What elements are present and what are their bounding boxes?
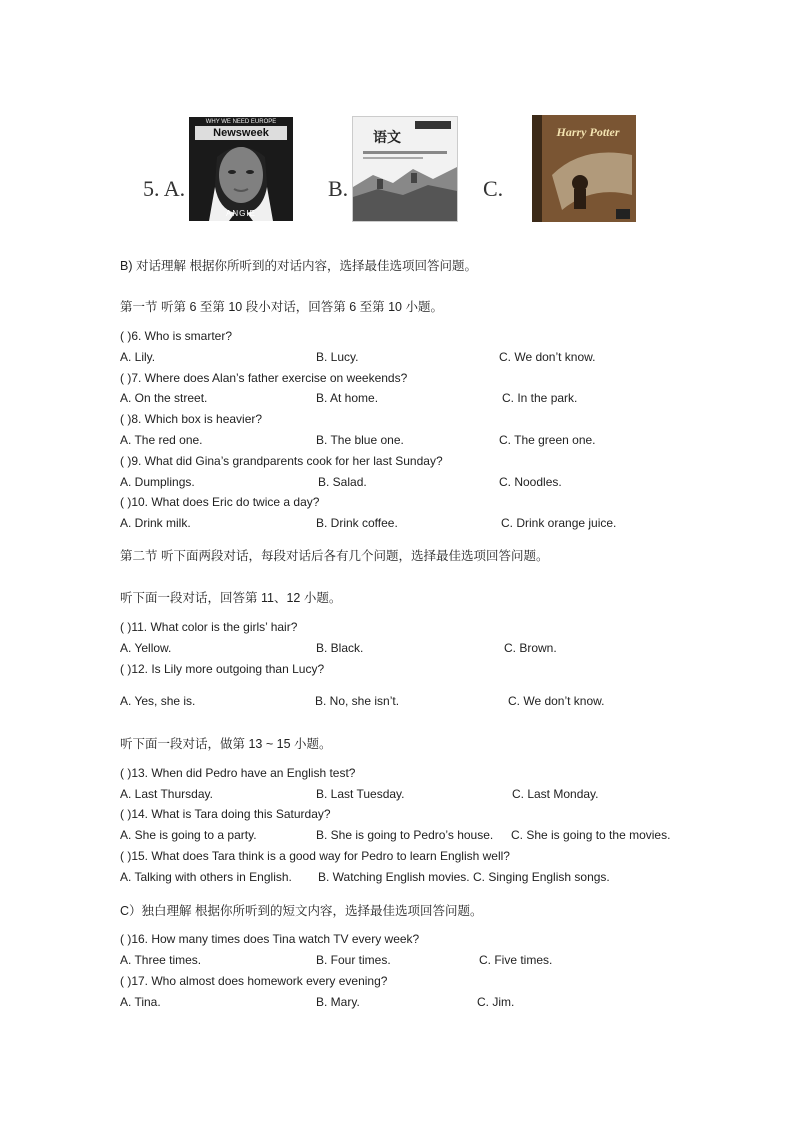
question-12-option-c[interactable]: C. We don’t know. [508,694,605,708]
question-8-option-c[interactable]: C. The green one. [499,433,596,447]
book-title: Harry Potter [556,125,620,139]
question-14-stem: ( )14. What is Tara doing this Saturday? [120,807,331,821]
question-8-option-b[interactable]: B. The blue one. [316,433,404,447]
chinese-textbook-cover-image [352,116,458,222]
textbook-title: 语文 [373,130,401,146]
question-8-stem: ( )8. Which box is heavier? [120,412,263,426]
question-9-option-a[interactable]: A. Dumplings. [120,475,195,489]
question-14-option-b[interactable]: B. She is going to Pedro’s house. [316,828,494,842]
question-11-option-b[interactable]: B. Black. [316,641,364,655]
great-wall-illustration [353,117,457,221]
newsweek-cover-image [189,117,293,221]
question-6-stem: ( )6. Who is smarter? [120,329,233,343]
question-17-option-b[interactable]: B. Mary. [316,995,360,1009]
question-17-option-c[interactable]: C. Jim. [477,995,515,1009]
question-13-stem: ( )13. When did Pedro have an English test? [120,766,356,780]
question-13-option-a[interactable]: A. Last Thursday. [120,787,213,801]
option-a-label: 5. A. [143,176,186,201]
question-14-option-a[interactable]: A. She is going to a party. [120,828,257,842]
section-b-heading: B) 对话理解 根据你所听到的对话内容，选择最佳选项回答问题。 [120,259,477,273]
question-9-option-c[interactable]: C. Noodles. [499,475,562,489]
question-10-option-a[interactable]: A. Drink milk. [120,516,191,530]
magazine-header-text: WHY WE NEED EUROPE [205,119,277,125]
magazine-name: ANGIE [226,209,256,218]
question-7-stem: ( )7. Where does Alan’s father exercise on weekends? [120,371,408,385]
magazine-title: Newsweek [195,126,287,140]
question-14-option-c[interactable]: C. She is going to the movies. [511,828,671,842]
option-b-label: B. [328,176,349,201]
question-11-stem: ( )11. What color is the girls’ hair? [120,620,298,634]
question-6-option-c[interactable]: C. We don’t know. [499,350,596,364]
question-12-option-b[interactable]: B. No, she isn’t. [315,694,400,708]
question-6-option-b[interactable]: B. Lucy. [316,350,359,364]
question-16-stem: ( )16. How many times does Tina watch TV every week? [120,932,420,946]
option-c-label: C. [483,176,504,201]
question-15-stem: ( )15. What does Tara think is a good way for Pedro to learn English well? [120,849,510,863]
question-10-option-b[interactable]: B. Drink coffee. [316,516,398,530]
question-10-stem: ( )10. What does Eric do twice a day? [120,495,320,509]
question-9-option-b[interactable]: B. Salad. [318,475,367,489]
part1-instruction: 第一节 听第 6 至第 10 段小对话，回答第 6 至第 10 小题。 [120,300,443,314]
question-15-option-c[interactable]: C. Singing English songs. [473,870,610,884]
question-11-option-c[interactable]: C. Brown. [504,641,557,655]
dialog2-instruction: 听下面一段对话，做第 13 ~ 15 小题。 [120,737,332,751]
question-17-option-a[interactable]: A. Tina. [120,995,161,1009]
question-16-option-c[interactable]: C. Five times. [479,953,553,967]
question-15-option-a[interactable]: A. Talking with others in English. [120,870,292,884]
question-13-option-b[interactable]: B. Last Tuesday. [316,787,405,801]
question-6-option-a[interactable]: A. Lily. [120,350,156,364]
question-7-option-c[interactable]: C. In the park. [502,391,578,405]
question-7-option-b[interactable]: B. At home. [316,391,379,405]
harry-potter-book-image [532,115,636,222]
question-16-option-b[interactable]: B. Four times. [316,953,391,967]
section-c-heading: C）独白理解 根据你所听到的短文内容，选择最佳选项回答问题。 [120,904,483,918]
question-16-option-a[interactable]: A. Three times. [120,953,202,967]
question-13-option-c[interactable]: C. Last Monday. [512,787,599,801]
question-10-option-c[interactable]: C. Drink orange juice. [501,516,617,530]
dialog1-instruction: 听下面一段对话，回答第 11、12 小题。 [120,591,342,605]
question-11-option-a[interactable]: A. Yellow. [120,641,172,655]
question-12-stem: ( )12. Is Lily more outgoing than Lucy? [120,662,325,676]
question-7-option-a[interactable]: A. On the street. [120,391,208,405]
part2-instruction: 第二节 听下面两段对话，每段对话后各有几个问题，选择最佳选项回答问题。 [120,549,549,563]
question-17-stem: ( )17. Who almost does homework every evening? [120,974,388,988]
portrait-illustration [189,117,293,221]
question-9-stem: ( )9. What did Gina’s grandparents cook for her last Sunday? [120,454,443,468]
question-8-option-a[interactable]: A. The red one. [120,433,203,447]
question-15-option-b[interactable]: B. Watching English movies. [318,870,470,884]
question-12-option-a[interactable]: A. Yes, she is. [120,694,196,708]
